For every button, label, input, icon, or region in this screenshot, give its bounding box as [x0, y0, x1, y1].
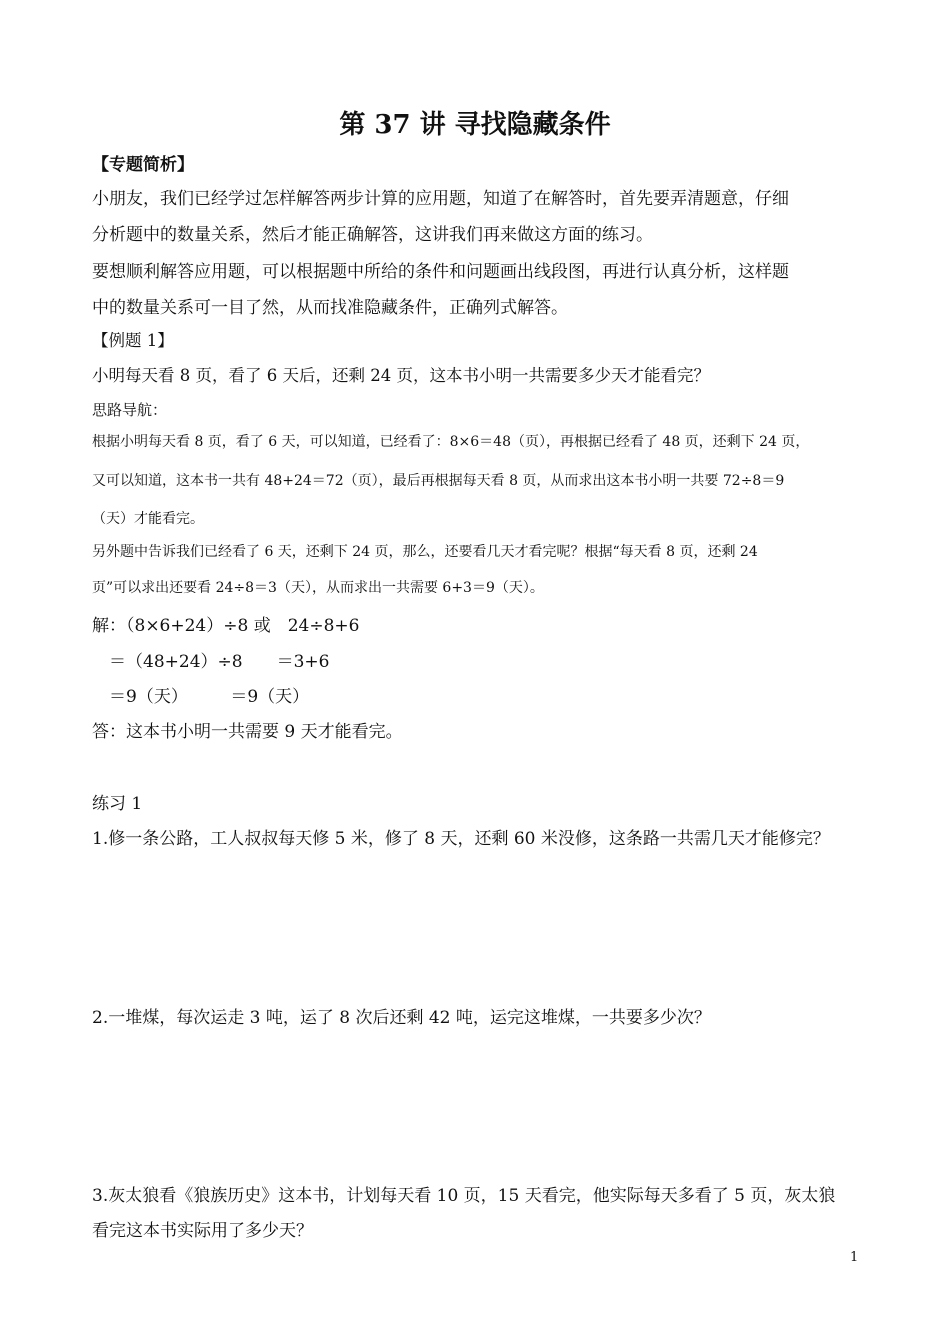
practice-question-3-cont: 看完这本书实际用了多少天？ — [92, 1221, 313, 1241]
page-title: 第 37 讲 寻找隐藏条件 — [339, 110, 611, 140]
practice-question-3: 3.灰太狼看《狼族历史》这本书，计划每天看 10 页，15 天看完，他实际每天多看了 5 页，灰太狼 — [92, 1186, 836, 1206]
answer-line: 答：这本书小明一共需要 9 天才能看完。 — [92, 722, 403, 742]
hint-line: 又可以知道，这本书一共有 48+24＝72（页），最后再根据每天看 8 页，从而求出这本书小明一共要 72÷8＝9 — [92, 473, 785, 489]
solution-line: ＝9（天） ＝9（天） — [92, 687, 310, 707]
solution-line: ＝（48+24）÷8 ＝3+6 — [92, 652, 330, 672]
page-number: 1 — [850, 1250, 859, 1265]
hint-line: 另外题中告诉我们已经看了 6 天，还剩下 24 页，那么，还要看几天才看完呢？根据“每天看 8 页，还剩 24 — [92, 544, 758, 560]
hint-label: 思路导航： — [92, 401, 168, 419]
practice-question-2: 2.一堆煤，每次运走 3 吨，运了 8 次后还剩 42 吨，运完这堆煤，一共要多少次？ — [92, 1008, 711, 1028]
hint-line: （天）才能看完。 — [92, 511, 204, 527]
example-heading: 【例题 1】 — [92, 331, 174, 350]
section-heading-analysis: 【专题简析】 — [92, 155, 194, 175]
practice-heading: 练习 1 — [92, 794, 143, 814]
analysis-line: 要想顺利解答应用题，可以根据题中所给的条件和问题画出线段图，再进行认真分析，这样题 — [92, 262, 789, 282]
analysis-line: 小朋友，我们已经学过怎样解答两步计算的应用题，知道了在解答时，首先要弄清题意，仔细 — [92, 189, 789, 209]
example-question: 小明每天看 8 页，看了 6 天后，还剩 24 页，这本书小明一共需要多少天才能看完？ — [92, 366, 710, 385]
analysis-line: 中的数量关系可一目了然，从而找准隐藏条件，正确列式解答。 — [92, 298, 568, 318]
hint-line: 页”可以求出还要看 24÷8＝3（天），从而求出一共需要 6+3＝9（天）。 — [92, 580, 544, 596]
practice-question-1: 1.修一条公路，工人叔叔每天修 5 米，修了 8 天，还剩 60 米没修，这条路一共需几天才能修完？ — [92, 829, 830, 849]
solution-line: 解：（8×6+24）÷8 或 24÷8+6 — [92, 616, 360, 636]
analysis-line: 分析题中的数量关系，然后才能正确解答，这讲我们再来做这方面的练习。 — [92, 225, 653, 245]
hint-line: 根据小明每天看 8 页，看了 6 天，可以知道，已经看了：8×6＝48（页），再根据已经看了 48 页，还剩下 24 页， — [92, 434, 810, 450]
